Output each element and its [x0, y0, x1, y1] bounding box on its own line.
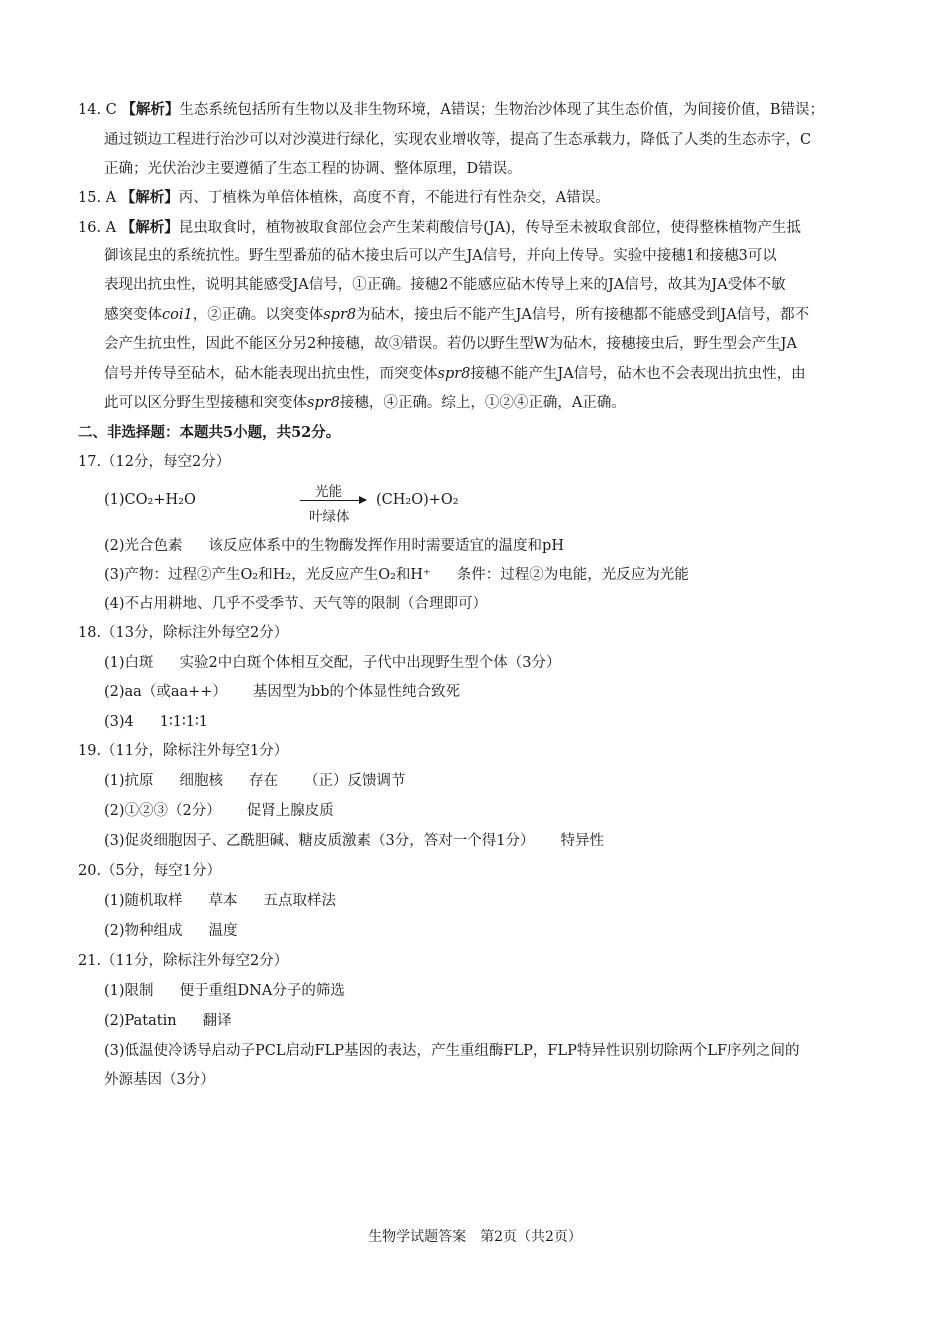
- q16-line-3: 表现出抗虫性，说明其能感受JA信号，①正确。接穗2不能感应砧木传导上来的JA信号，故其为JA受体不敏: [104, 277, 786, 293]
- q17-answer-4: (4)不占用耕地、几乎不受季节、天气等的限制（合理即可）: [104, 596, 488, 612]
- reaction-arrow-icon: [300, 500, 366, 501]
- q16-line-2: 御该昆虫的系统抗性。野生型番茄的砧木接虫后可以产生JA信号，并向上传导。实验中接穗1和接穗3可以: [104, 248, 777, 264]
- q16-text-4b: ，②正确。以突变体: [192, 307, 324, 323]
- q21-answer-1b: 便于重组DNA分子的筛选: [179, 983, 345, 999]
- q16-text-4a: 感突变体: [104, 307, 162, 323]
- q17-answer-3: [104, 565, 689, 585]
- q16-mutant-coi1: coi1: [162, 307, 193, 323]
- q17-reaction-equation: [104, 478, 464, 524]
- reaction-condition-light: 光能: [315, 484, 342, 500]
- q20-heading: 20.（5分，每空1分）: [78, 863, 222, 879]
- q18-answer-2b: 基因型为bb的个体显性纯合致死: [252, 684, 460, 700]
- q18-answer-1b: 实验2中白斑个体相互交配，子代中出现野生型个体（3分）: [179, 655, 561, 671]
- q16-line-6: [104, 364, 806, 384]
- q21-answer-2a: (2)Patatin: [104, 1013, 177, 1029]
- q21-answer-3-line-2: 外源基因（3分）: [104, 1072, 215, 1088]
- q21-answer-1: [104, 981, 345, 1001]
- q17-answer-2b: 该反应体系中的生物酶发挥作用时需要适宜的温度和pH: [208, 538, 564, 554]
- q18-answer-3a: (3)4: [104, 714, 134, 730]
- q21-answer-1a: (1)限制: [104, 983, 154, 999]
- q19-heading: 19.（11分，除标注外每空1分）: [78, 743, 289, 759]
- q21-answer-3-line-1: (3)低温使冷诱导启动子PCL启动FLP基因的表达，产生重组酶FLP，FLP特异性识别切除两个LF序列之间的: [104, 1043, 800, 1059]
- q20-answer-2b: 温度: [208, 923, 238, 939]
- q20-answer-1c: 五点取样法: [263, 893, 337, 909]
- q20-answer-1: [104, 891, 336, 911]
- q15-text-1: 丙、丁植株为单倍体植株，高度不育，不能进行有性杂交，A错误。: [178, 190, 610, 206]
- q21-answer-2b: 翻译: [202, 1013, 232, 1029]
- q17-heading: 17.（12分，每空2分）: [78, 454, 231, 470]
- q18-heading: 18.（13分，除标注外每空2分）: [78, 625, 289, 641]
- q18-answer-1: [104, 653, 561, 673]
- q19-answer-2b: 促肾上腺皮质: [246, 803, 334, 819]
- q18-answer-3b: 1∶1∶1∶1: [159, 714, 208, 730]
- q16-analysis-tag: 【解析】: [120, 219, 179, 236]
- q16-text-7b: 接穗，④正确。综上，①②④正确，A正确。: [339, 395, 626, 411]
- q16-text-1: 昆虫取食时，植物被取食部位会产生茉莉酸信号(JA)，传导至未被取食部位，使得整株植物产生抵: [178, 220, 801, 236]
- q18-answer-2: [104, 682, 460, 702]
- q14-text-1: 生态系统包括所有生物以及非生物环境，A错误；生物治沙体现了其生态价值，为间接价值，B错误；: [179, 102, 824, 118]
- reaction-products: (CH₂O)+O₂: [376, 492, 459, 508]
- q14-line-3: 正确；光伏治沙主要遵循了生态工程的协调、整体原理，D错误。: [104, 161, 522, 177]
- q14-line-2: 通过锁边工程进行治沙可以对沙漠进行绿化，实现农业增收等，提高了生态承载力，降低了人类的生态赤字，C: [104, 132, 812, 148]
- q14-number: 14. C: [78, 102, 117, 118]
- q16-text-6b: 接穗不能产生JA信号，砧木也不会表现出抗虫性，由: [470, 366, 806, 382]
- q16-mutant-spr8-c: spr8: [307, 395, 340, 411]
- q17-answer-2a: (2)光合色素: [104, 538, 183, 554]
- q19-answer-3a: (3)促炎细胞因子、乙酰胆碱、糖皮质激素（3分，答对一个得1分）: [104, 833, 535, 849]
- q16-text-4c: 为砧木，接虫后不能产生JA信号，所有接穗都不能感受到JA信号，都不: [356, 307, 810, 323]
- q14-analysis-tag: 【解析】: [121, 101, 180, 118]
- q21-answer-2: [104, 1011, 232, 1031]
- reaction-reactants: (1)CO₂+H₂O: [104, 492, 196, 508]
- q19-answer-2a: (2)①②③（2分）: [104, 803, 221, 819]
- q20-answer-1b: 草本: [208, 893, 238, 909]
- q20-answer-2a: (2)物种组成: [104, 923, 183, 939]
- reaction-condition-chloroplast: 叶绿体: [309, 509, 350, 525]
- q19-answer-3: [104, 831, 604, 851]
- q19-answer-3b: 特异性: [560, 833, 604, 849]
- q17-answer-3a: (3)产物：过程②产生O₂和H₂，光反应产生O₂和H⁺: [104, 567, 431, 583]
- q16-line-7: [104, 393, 626, 413]
- q15-number: 15. A: [78, 190, 117, 206]
- q18-answer-3: [104, 712, 208, 732]
- q17-answer-2: [104, 536, 564, 556]
- q19-answer-1b: 细胞核: [179, 773, 224, 789]
- q21-heading: 21.（11分，除标注外每空2分）: [78, 953, 289, 969]
- q19-answer-1a: (1)抗原: [104, 773, 154, 789]
- q16-text-6a: 信号并传导至砧木，砧木能表现出抗虫性，而突变体: [104, 366, 438, 382]
- q16-line-1: [78, 218, 801, 238]
- q19-answer-1: [104, 771, 406, 791]
- page-footer: 生物学试题答案 第2页（共2页）: [368, 1229, 582, 1245]
- q17-answer-3b: 条件：过程②为电能，光反应为光能: [456, 567, 689, 583]
- q14-line-1: [78, 100, 824, 120]
- q18-answer-1a: (1)白斑: [104, 655, 154, 671]
- q19-answer-1d: （正）反馈调节: [304, 773, 406, 789]
- q20-answer-2: [104, 921, 238, 941]
- q16-mutant-spr8: spr8: [323, 307, 357, 323]
- section-2-heading: 二、非选择题：本题共5小题，共52分。: [78, 424, 341, 441]
- q18-answer-2a: (2)aa（或aa++）: [104, 684, 227, 700]
- q19-answer-1c: 存在: [249, 773, 279, 789]
- q16-number: 16. A: [78, 220, 117, 236]
- q15-line-1: [78, 188, 610, 208]
- q15-analysis-tag: 【解析】: [120, 189, 179, 206]
- q16-line-4: [104, 305, 809, 325]
- q16-line-5: 会产生抗虫性，因此不能区分另2种接穗，故③错误。若仍以野生型W为砧木，接穗接虫后，野生型会产生JA: [104, 336, 797, 352]
- q19-answer-2: [104, 801, 334, 821]
- q16-mutant-spr8-b: spr8: [437, 366, 471, 382]
- q16-text-7a: 此可以区分野生型接穗和突变体: [104, 395, 307, 411]
- q20-answer-1a: (1)随机取样: [104, 893, 183, 909]
